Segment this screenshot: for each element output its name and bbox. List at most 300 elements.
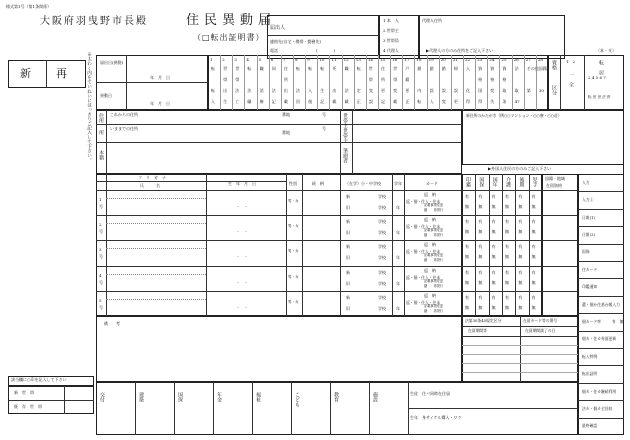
checklist-divider — [578, 383, 624, 384]
welfare-no[interactable]: 無 — [478, 229, 483, 235]
school-suffix: 学校 — [378, 219, 386, 225]
re-label[interactable]: 再 — [56, 67, 69, 80]
welfare-yes[interactable]: 有 — [491, 219, 496, 225]
type-char: 帯 — [393, 77, 398, 82]
welfare-yes[interactable]: 有 — [518, 244, 523, 250]
type-number[interactable]: 20 — [440, 57, 446, 62]
checklist-divider — [578, 226, 624, 227]
type-number[interactable]: 19 — [428, 57, 434, 62]
welfare-header: 国保 — [478, 177, 485, 187]
card-return[interactable]: 返 納 — [424, 192, 436, 197]
new-label[interactable]: 新 — [20, 67, 33, 80]
type-grid-divider — [487, 55, 488, 110]
person-row-divider — [96, 215, 462, 216]
furigana-line — [106, 248, 206, 249]
type-char: 正 — [405, 99, 410, 104]
type-number[interactable]: 4 — [246, 57, 249, 62]
school-new[interactable]: 新 — [346, 269, 350, 275]
type-grid-divider — [402, 55, 403, 110]
checklist-item[interactable]: 住カード — [582, 266, 598, 272]
welfare-no[interactable]: 無 — [478, 204, 483, 209]
welfare-yes[interactable]: 有 — [465, 194, 469, 199]
name-header: 氏 名 — [140, 183, 160, 188]
welfare-divider — [515, 174, 516, 316]
welfare-yes[interactable]: 有 — [518, 269, 523, 275]
welfare-yes[interactable]: 有 — [518, 294, 523, 300]
type-char: 得 — [466, 99, 470, 104]
type-number[interactable]: 27 — [525, 57, 531, 62]
division-label: 区分 — [551, 85, 557, 95]
type-number[interactable]: 22 — [465, 57, 471, 62]
school-old[interactable]: 旧 — [346, 205, 350, 210]
type-number[interactable]: 15 — [380, 57, 386, 62]
welfare-header: 印鑑 — [465, 177, 471, 187]
school-suffix: 学校 — [378, 244, 386, 250]
checklist-divider — [578, 348, 624, 349]
sex-option[interactable]: 男・女 — [288, 224, 299, 229]
type-char: 権 — [259, 99, 264, 104]
school-old[interactable]: 旧 — [346, 230, 350, 236]
school-old[interactable]: 旧 — [346, 305, 350, 311]
type-number[interactable]: 1 — [210, 57, 213, 62]
type-char: 転 — [320, 66, 325, 71]
type-grid-divider — [257, 55, 258, 110]
welfare-no[interactable]: 無 — [478, 279, 483, 285]
checklist-item[interactable]: 入力 — [582, 179, 590, 185]
checklist-divider — [578, 331, 624, 332]
person-row-number: 2 — [99, 222, 102, 228]
type-grid-divider — [232, 55, 233, 110]
welfare-yes[interactable]: 有 — [491, 194, 496, 199]
footer-cell-label[interactable]: 建築 — [138, 392, 144, 402]
card-reissue[interactable]: 継 再発行 — [424, 308, 444, 313]
type-grid-divider — [524, 55, 525, 110]
period-label: 在留期間等 — [468, 328, 487, 333]
welfare-no[interactable]: 無 — [491, 279, 496, 285]
school-header: （在学）小・中学校 — [345, 181, 381, 186]
footer-divider — [213, 382, 214, 435]
welfare-no[interactable]: 無 — [491, 254, 496, 260]
type-char: 錯 — [429, 66, 434, 71]
welfare-yes[interactable]: 有 — [478, 244, 483, 250]
birthdate-dots[interactable]: ・ ・ — [236, 204, 248, 209]
checklist-mark[interactable]: 有 無 — [612, 318, 624, 324]
registry-label: 本籍 — [98, 150, 104, 160]
type-char: 条 — [502, 99, 507, 104]
welfare-no[interactable]: 無 — [518, 304, 523, 310]
checklist-divider — [578, 278, 624, 279]
school-old[interactable]: 旧 — [346, 280, 350, 286]
welfare-no[interactable]: 無 — [505, 254, 509, 260]
school-new[interactable]: 新 — [346, 194, 350, 199]
checklist-divider — [578, 400, 624, 401]
checklist-item[interactable]: 個カ・住カ券面更新 — [582, 336, 617, 342]
proxy-address: 代理人住所 — [422, 18, 442, 23]
type-number[interactable]: 9 — [307, 57, 310, 62]
page-title: 住民異動届 — [186, 13, 277, 28]
welfare-yes[interactable]: 有 — [491, 244, 496, 250]
type-char: 更 — [453, 99, 458, 104]
type-number[interactable]: 5 — [258, 57, 262, 62]
person-row-unit: 号 — [99, 254, 103, 260]
welfare-yes[interactable]: 有 — [491, 294, 496, 300]
welfare-yes[interactable]: 有 — [531, 294, 536, 300]
type-grid-divider — [390, 55, 391, 110]
welfare-no[interactable]: 無 — [505, 279, 509, 285]
footer-cell-label[interactable]: 教育 — [333, 392, 339, 402]
card-reissue[interactable]: 継 再発行 — [424, 283, 444, 288]
person-row-number: 1 — [99, 197, 102, 202]
card-options[interactable]: 返・個・住入・住未 — [406, 299, 441, 305]
welfare-no[interactable]: 無 — [531, 279, 536, 285]
welfare-yes[interactable]: 有 — [465, 269, 469, 275]
birthdate-dots[interactable]: ・ ・ — [236, 304, 248, 310]
welfare-no[interactable]: 無 — [518, 229, 523, 235]
welfare-yes[interactable]: 有 — [518, 194, 523, 199]
type-number[interactable]: 3 — [234, 57, 237, 62]
type-char: 帰 — [453, 66, 458, 71]
qualification-label: 資格 — [551, 60, 557, 70]
type-char: 出 — [223, 88, 228, 93]
footer-divider — [252, 382, 253, 435]
new-household[interactable]: 新 世 帯 — [14, 390, 34, 395]
card-options[interactable]: 返・個・住入・住未 — [406, 274, 441, 280]
checklist-item[interactable]: 日報(2) — [582, 231, 595, 237]
grade-suffix: 年 — [396, 205, 400, 210]
sex-header: 性別 — [289, 181, 297, 186]
welfare-yes[interactable]: 有 — [505, 294, 509, 300]
footer-divider — [369, 382, 370, 435]
school-new[interactable]: 新 — [346, 219, 350, 225]
type-char: 法 — [271, 88, 276, 93]
grade-suffix: 年 — [396, 255, 400, 261]
foreign-row-divider — [462, 345, 578, 346]
remarks-box[interactable] — [96, 316, 462, 382]
type-grid-divider — [451, 55, 452, 110]
sex-option[interactable]: 男・女 — [288, 274, 299, 279]
checklist-item[interactable]: 入力① — [582, 197, 594, 203]
reason-label: 届出日(異動) — [100, 60, 124, 65]
qual-all[interactable]: 一 全 — [568, 72, 574, 87]
relation-4[interactable]: 4 代理人 — [383, 48, 399, 53]
addressee: 大阪府羽曳野市長殿 — [40, 16, 148, 27]
filer-head-label: 筆頭者 — [342, 148, 348, 163]
welfare-yes[interactable]: 有 — [531, 244, 536, 250]
checklist-divider — [578, 418, 624, 419]
welfare-no[interactable]: 無 — [518, 279, 523, 285]
footer-divider — [291, 382, 292, 435]
type-grid-divider — [317, 55, 318, 110]
contact-label: 連絡先(自宅・携帯・勤務先) — [270, 39, 322, 44]
welfare-no[interactable]: 無 — [478, 254, 483, 260]
type-char: 定 — [356, 88, 361, 93]
welfare-no[interactable]: 無 — [465, 204, 469, 209]
welfare-yes[interactable]: 有 — [478, 294, 483, 300]
welfare-no[interactable]: 無 — [491, 229, 496, 235]
card-reissue[interactable]: 継 再発行 — [424, 233, 444, 238]
type-number[interactable]: 25 — [501, 57, 507, 62]
type-char: 帯 — [235, 77, 240, 82]
type-grid-divider — [463, 55, 464, 110]
address-label-2: 所 — [98, 130, 104, 135]
card-header: カード — [426, 181, 438, 186]
checklist-divider — [578, 296, 624, 297]
nationality-box[interactable] — [542, 174, 578, 316]
card-return[interactable]: 返 納 — [424, 292, 436, 298]
welfare-no[interactable]: 無 — [465, 304, 469, 310]
type-number[interactable]: 6 — [270, 57, 274, 62]
type-number[interactable]: 26 — [513, 57, 519, 62]
school-suffix: 学校 — [378, 194, 386, 199]
type-number[interactable]: 24 — [489, 57, 495, 62]
welfare-yes[interactable]: 有 — [465, 294, 469, 300]
card-options[interactable]: 返・個・住入・住未 — [406, 199, 441, 204]
existing-household[interactable]: 既 存 世 帯 — [14, 404, 42, 409]
type-number[interactable]: 11 — [331, 57, 337, 62]
checklist-divider — [578, 209, 624, 210]
foreign-row-divider — [462, 372, 578, 373]
type-char: 法 — [344, 88, 349, 93]
card-return[interactable]: 返 納 — [424, 267, 436, 273]
welfare-no[interactable]: 無 — [518, 254, 523, 260]
type-number[interactable]: 16 — [392, 57, 398, 62]
welfare-no[interactable]: 無 — [531, 304, 536, 310]
welfare-no[interactable]: 無 — [465, 254, 469, 260]
furigana-line — [106, 299, 206, 300]
checklist-item[interactable]: 法カ・個カ全回収 — [582, 405, 613, 411]
welfare-yes[interactable]: 有 — [518, 219, 523, 225]
transfer-nums[interactable]: 2 4 5 6 7 — [588, 75, 606, 80]
birthdate-dots[interactable]: ・ ・ — [236, 254, 248, 260]
person-row-unit: 号 — [99, 279, 103, 285]
school-suffix: 学校 — [378, 269, 386, 275]
katagaki-box[interactable] — [462, 110, 624, 165]
type-number[interactable]: 13 — [355, 57, 361, 62]
furigana-header: フ リ ガ ナ — [138, 175, 166, 180]
school-suffix: 学校 — [378, 255, 386, 261]
old-address-label: いままでの住所 — [110, 126, 138, 131]
type-char: 載 — [393, 99, 398, 104]
type-number[interactable]: 21 — [452, 57, 458, 62]
welfare-no[interactable]: 無 — [491, 204, 496, 209]
welfare-divider — [529, 174, 530, 316]
phone-label: 電話 — [270, 48, 278, 53]
welfare-yes[interactable]: 有 — [465, 219, 469, 225]
type-grid-divider — [475, 55, 476, 110]
type-char: 死 — [332, 66, 337, 71]
type-char: 亡 — [235, 99, 240, 104]
checklist-item[interactable]: 個カード率 — [582, 318, 601, 324]
type-number[interactable]: 2 — [222, 57, 225, 62]
type-char: 格 — [502, 77, 507, 82]
type-char: 内 — [417, 88, 422, 93]
welfare-no[interactable]: 無 — [465, 279, 469, 285]
school-suffix: 学校 — [378, 230, 386, 236]
person-row-number: 5 — [99, 297, 102, 303]
type-char: 転 — [247, 66, 252, 71]
welfare-yes[interactable]: 有 — [478, 219, 483, 225]
checklist-item[interactable]: 個カ・住カ継続利用 — [582, 388, 617, 394]
type-char: 更 — [381, 88, 385, 93]
welfare-yes[interactable]: 有 — [478, 269, 483, 275]
card-options[interactable]: 返・個・住入・住未 — [406, 224, 441, 230]
type-number[interactable]: 14 — [367, 57, 373, 62]
card-options[interactable]: 返・個・住入・住未 — [406, 249, 441, 255]
type-char: 生 — [223, 99, 228, 104]
type-number[interactable]: 8 — [295, 57, 298, 62]
type-number[interactable]: 18 — [416, 57, 422, 62]
welfare-yes[interactable]: 有 — [505, 244, 509, 250]
welfare-yes[interactable]: 有 — [478, 194, 483, 199]
type-number[interactable]: 7 — [282, 57, 286, 62]
sex-option[interactable]: 男・女 — [288, 199, 299, 203]
new-go: 号 — [322, 112, 326, 117]
type-char: 誤 — [429, 88, 434, 93]
type-number[interactable]: 12 — [343, 57, 349, 62]
welfare-no[interactable]: 無 — [531, 204, 536, 209]
type-grid-divider — [439, 55, 440, 110]
type-grid-divider — [499, 55, 500, 110]
transfer-label: 転 居 — [598, 60, 604, 75]
checklist-divider — [578, 244, 624, 245]
birthdate-dots[interactable]: ・ ・ — [236, 229, 248, 235]
card-change[interactable]: 記載事項変更 — [424, 203, 444, 207]
welfare-no[interactable]: 無 — [505, 229, 509, 235]
footer-cell-label[interactable]: 福祉 — [255, 392, 261, 402]
welfare-no[interactable]: 無 — [518, 204, 523, 209]
type-char: 生 — [320, 88, 325, 93]
footer-cell-label[interactable]: 施設 — [372, 392, 378, 402]
type-char: 同 — [271, 66, 276, 71]
type-char: 誤 — [453, 88, 458, 93]
welfare-yes[interactable]: 有 — [505, 219, 509, 225]
welfare-no[interactable]: 無 — [478, 304, 483, 310]
welfare-yes[interactable]: 有 — [531, 219, 536, 225]
school-new[interactable]: 新 — [346, 244, 350, 250]
checklist-item[interactable]: 国保 — [582, 249, 590, 255]
relation-3[interactable]: 3 世帯員 — [383, 38, 399, 43]
qual-12[interactable]: 1 2 — [566, 59, 576, 64]
welfare-yes[interactable]: 有 — [505, 269, 509, 275]
type-char: 世 — [223, 66, 228, 71]
checklist-item[interactable]: 選・個か住基台帳入力 — [582, 301, 620, 307]
card-change[interactable]: 記載事項変更 — [424, 228, 444, 233]
person-table[interactable] — [96, 174, 462, 316]
birthdate-dots[interactable]: ・ ・ — [236, 279, 248, 285]
welfare-yes[interactable]: 有 — [505, 194, 509, 199]
checklist-divider — [578, 365, 624, 366]
period-end-label: 在留期間満了の日 — [525, 328, 556, 333]
welfare-no[interactable]: 無 — [465, 229, 469, 235]
welfare-yes[interactable]: 有 — [491, 269, 496, 275]
type-char: 住 — [381, 66, 385, 71]
transfer-codes[interactable]: 転 世 世 法 併 — [588, 95, 611, 99]
checklist-item[interactable]: 印鑑通知 — [582, 284, 598, 290]
checklist-item[interactable]: 転出証明 — [582, 371, 598, 377]
person-row-divider — [96, 291, 462, 292]
card-change[interactable]: 記載事項変更 — [424, 278, 444, 283]
person-row-unit: 号 — [99, 204, 103, 209]
grade-suffix: 年 — [396, 280, 400, 286]
type-char: 法 — [247, 88, 252, 93]
type-char: 記 — [381, 99, 385, 104]
card-return[interactable]: 返 納 — [424, 242, 436, 248]
footer-cell-label[interactable]: 国保 — [177, 392, 183, 402]
footer-cell-label[interactable]: 年金 — [216, 392, 222, 402]
footer-cell-label[interactable]: 交付 — [99, 392, 105, 402]
type-char: 所 — [381, 77, 385, 82]
checklist-item[interactable]: 日報(1) — [582, 214, 595, 220]
type-char: 法 — [296, 88, 300, 93]
type-char: 正 — [356, 99, 361, 104]
welfare-header: 介護 — [505, 177, 511, 187]
relation-1[interactable]: 1 本 人 — [383, 18, 399, 23]
type-char: 記 — [320, 99, 325, 104]
welfare-no[interactable]: 無 — [531, 254, 536, 260]
type-grid-divider — [220, 55, 221, 110]
type-grid-divider — [354, 55, 355, 110]
sex-option[interactable]: 男・女 — [288, 299, 299, 304]
welfare-no[interactable]: 無 — [491, 304, 496, 310]
footer-cell-label[interactable]: こども — [294, 392, 300, 407]
welfare-yes[interactable]: 有 — [531, 194, 536, 199]
type-char: 載 — [344, 99, 349, 104]
school-old[interactable]: 旧 — [346, 255, 350, 261]
school-suffix: 学校 — [378, 294, 386, 300]
checklist-item[interactable]: 転入特例 — [582, 353, 598, 359]
type-char: 資 — [490, 66, 495, 71]
type-grid-divider — [427, 55, 428, 110]
page-subtitle: （□転出証明書） — [193, 33, 265, 42]
school-suffix: 学校 — [378, 205, 386, 210]
card-return[interactable]: 返 納 — [424, 217, 436, 223]
footer-divider — [330, 382, 331, 435]
type-char: 失 — [490, 99, 495, 104]
sex-option[interactable]: 男・女 — [288, 249, 299, 254]
type-grid-divider — [329, 55, 330, 110]
school-suffix: 学校 — [378, 280, 386, 286]
card-change[interactable]: 記載事項変更 — [424, 253, 444, 258]
type-number[interactable]: 28 — [537, 57, 543, 62]
card-change[interactable]: 記載事項変更 — [424, 303, 444, 308]
type-number[interactable]: 23 — [477, 57, 483, 62]
old-banchi: 番地 — [282, 130, 290, 135]
welfare-divider — [502, 174, 503, 316]
checklist-divider — [578, 313, 624, 314]
new-banchi: 番地 — [282, 112, 290, 117]
welfare-yes[interactable]: 有 — [531, 269, 536, 275]
type-grid-divider — [269, 55, 270, 110]
school-new[interactable]: 新 — [346, 294, 350, 300]
card-reissue[interactable]: 継 再発行 — [424, 208, 444, 212]
form-number: 様式第1号（第1条関係） — [6, 4, 52, 9]
type-char: 国 — [478, 88, 483, 93]
type-number[interactable]: 10 — [319, 57, 325, 62]
type-char: その他 — [526, 66, 539, 71]
card-reissue[interactable]: 継 再発行 — [424, 258, 444, 263]
remarks-label: 備 考 — [104, 321, 120, 326]
type-number[interactable]: 17 — [404, 57, 410, 62]
checklist-item[interactable]: 最終確認 — [582, 423, 598, 429]
welfare-divider — [489, 174, 490, 316]
welfare-no[interactable]: 無 — [505, 204, 509, 209]
type-grid-divider — [378, 55, 379, 110]
welfare-no[interactable]: 無 — [531, 229, 536, 235]
relation-2[interactable]: 2 世帯主 — [383, 28, 399, 33]
welfare-no[interactable]: 無 — [505, 304, 509, 310]
welfare-yes[interactable]: 有 — [465, 244, 469, 250]
type-char: 転 — [417, 99, 422, 104]
